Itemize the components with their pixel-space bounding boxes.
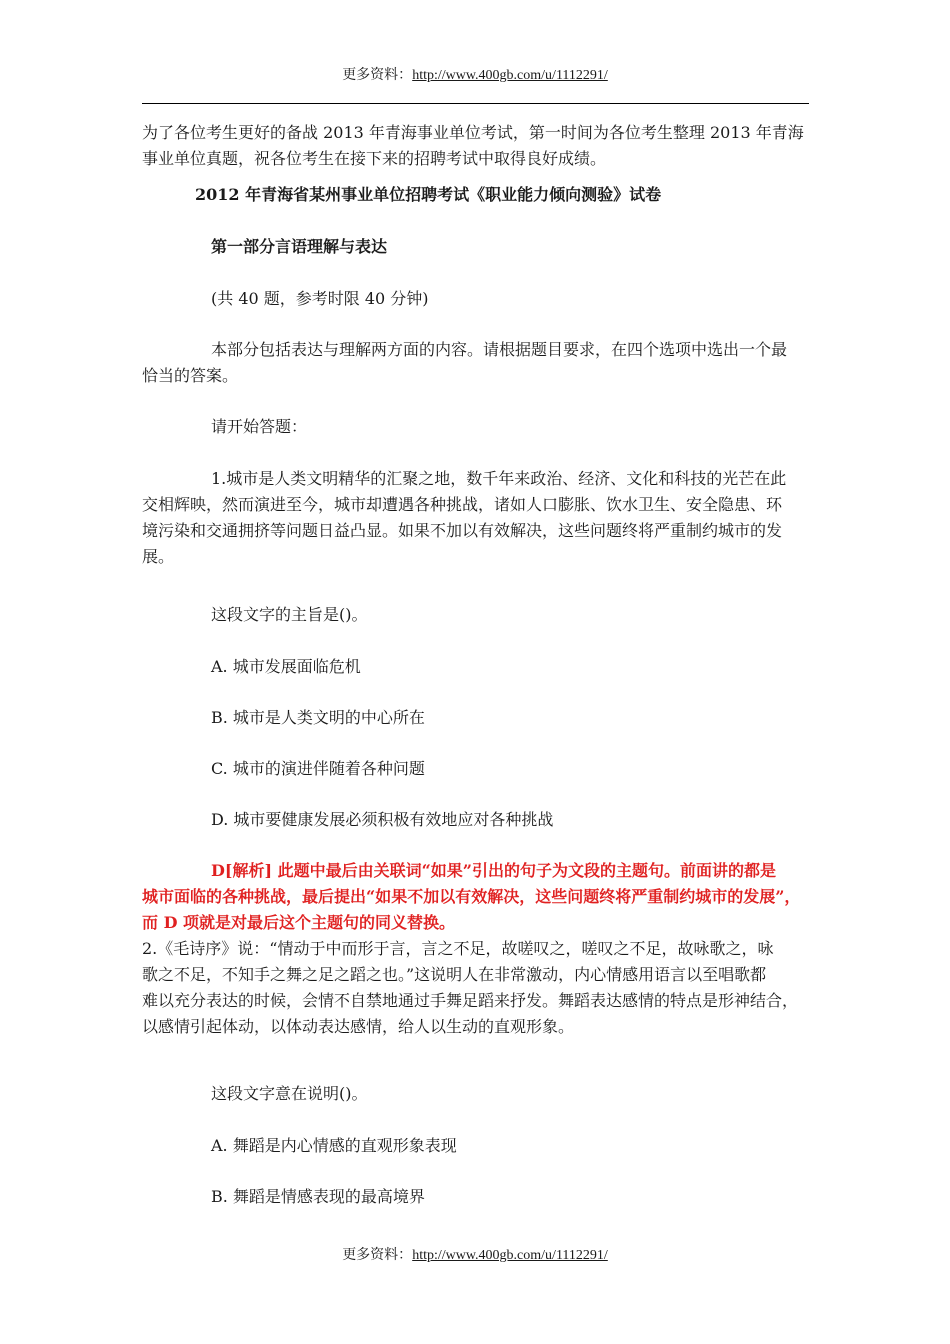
q1-text <box>142 466 809 570</box>
q1-option-a: A. 城市发展面临危机 <box>211 657 361 676</box>
q2-line-2: 歌之不足，不知手之舞之足之蹈之也。”这说明人在非常激动，内心情感用语言以至唱歌都 <box>142 965 767 984</box>
exam-title: 2012 年青海省某州事业单位招聘考试《职业能力倾向测验》试卷 <box>195 185 662 204</box>
intro-paragraph <box>142 120 809 172</box>
intro-line-2: 事业单位真题，祝各位考生在接下来的招聘考试中取得良好成绩。 <box>142 149 607 168</box>
intro-line-1: 为了各位考生更好的备战 2013 年青海事业单位考试，第一时间为各位考生整理 2013 年青海 <box>142 123 804 142</box>
q2-option-a: A. 舞蹈是内心情感的直观形象表现 <box>211 1136 457 1155</box>
header-prefix: 更多资料： <box>342 67 413 83</box>
q2-line-1: 2.《毛诗序》说：“情动于中而形于言，言之不足，故嗟叹之，嗟叹之不足，故咏歌之，咏 <box>142 939 774 958</box>
q1-analysis <box>142 858 809 936</box>
header-link[interactable]: http://www.400gb.com/u/1112291/ <box>412 68 608 83</box>
page-header <box>0 66 950 85</box>
q1-line-1: 1.城市是人类文明精华的汇聚之地，数千年来政治、经济、文化和科技的光芒在此 <box>211 469 787 488</box>
instructions-line-1: 本部分包括表达与理解两方面的内容。请根据题目要求，在四个选项中选出一个最 <box>211 340 788 359</box>
q2-text <box>142 936 809 1040</box>
q1-prompt: 这段文字的主旨是()。 <box>211 605 368 624</box>
q2-line-4: 以感情引起体动，以体动表达感情，给人以生动的直观形象。 <box>142 1017 575 1036</box>
q1-line-4: 展。 <box>142 547 175 566</box>
q1-analysis-line-1: D[解析] 此题中最后由关联词“如果”引出的句子为文段的主题句。前面讲的都是 <box>211 861 776 880</box>
q1-line-2: 交相辉映，然而演进至今，城市却遭遇各种挑战，诸如人口膨胀、饮水卫生、安全隐患、环 <box>142 495 783 514</box>
q2-option-b: B. 舞蹈是情感表现的最高境界 <box>211 1187 425 1206</box>
q1-analysis-line-2: 城市面临的各种挑战，最后提出“如果不加以有效解决，这些问题终将严重制约城市的发展”， <box>142 887 801 906</box>
q1-option-c: C. 城市的演进伴随着各种问题 <box>211 759 425 778</box>
start-prompt: 请开始答题： <box>211 417 308 436</box>
q1-option-d: D. 城市要健康发展必须积极有效地应对各种挑战 <box>211 810 554 829</box>
q1-line-3: 境污染和交通拥挤等问题日益凸显。如果不加以有效解决，这些问题终将严重制约城市的发 <box>142 521 783 540</box>
q2-line-3: 难以充分表达的时候，会情不自禁地通过手舞足蹈来抒发。舞蹈表达感情的特点是形神结合， <box>142 991 799 1010</box>
footer-link[interactable]: http://www.400gb.com/u/1112291/ <box>412 1248 608 1263</box>
instructions-line-2: 恰当的答案。 <box>142 366 239 385</box>
q2-prompt: 这段文字意在说明()。 <box>211 1084 368 1103</box>
q1-analysis-line-3: 而 D 项就是对最后这个主题句的同义替换。 <box>142 913 456 932</box>
q1-option-b: B. 城市是人类文明的中心所在 <box>211 708 425 727</box>
section-note: (共 40 题，参考时限 40 分钟) <box>211 289 429 308</box>
footer-prefix: 更多资料： <box>342 1247 413 1263</box>
section-title: 第一部分言语理解与表达 <box>211 237 388 256</box>
page-footer <box>0 1246 950 1265</box>
instructions-paragraph <box>142 337 809 389</box>
header-divider <box>142 103 809 104</box>
